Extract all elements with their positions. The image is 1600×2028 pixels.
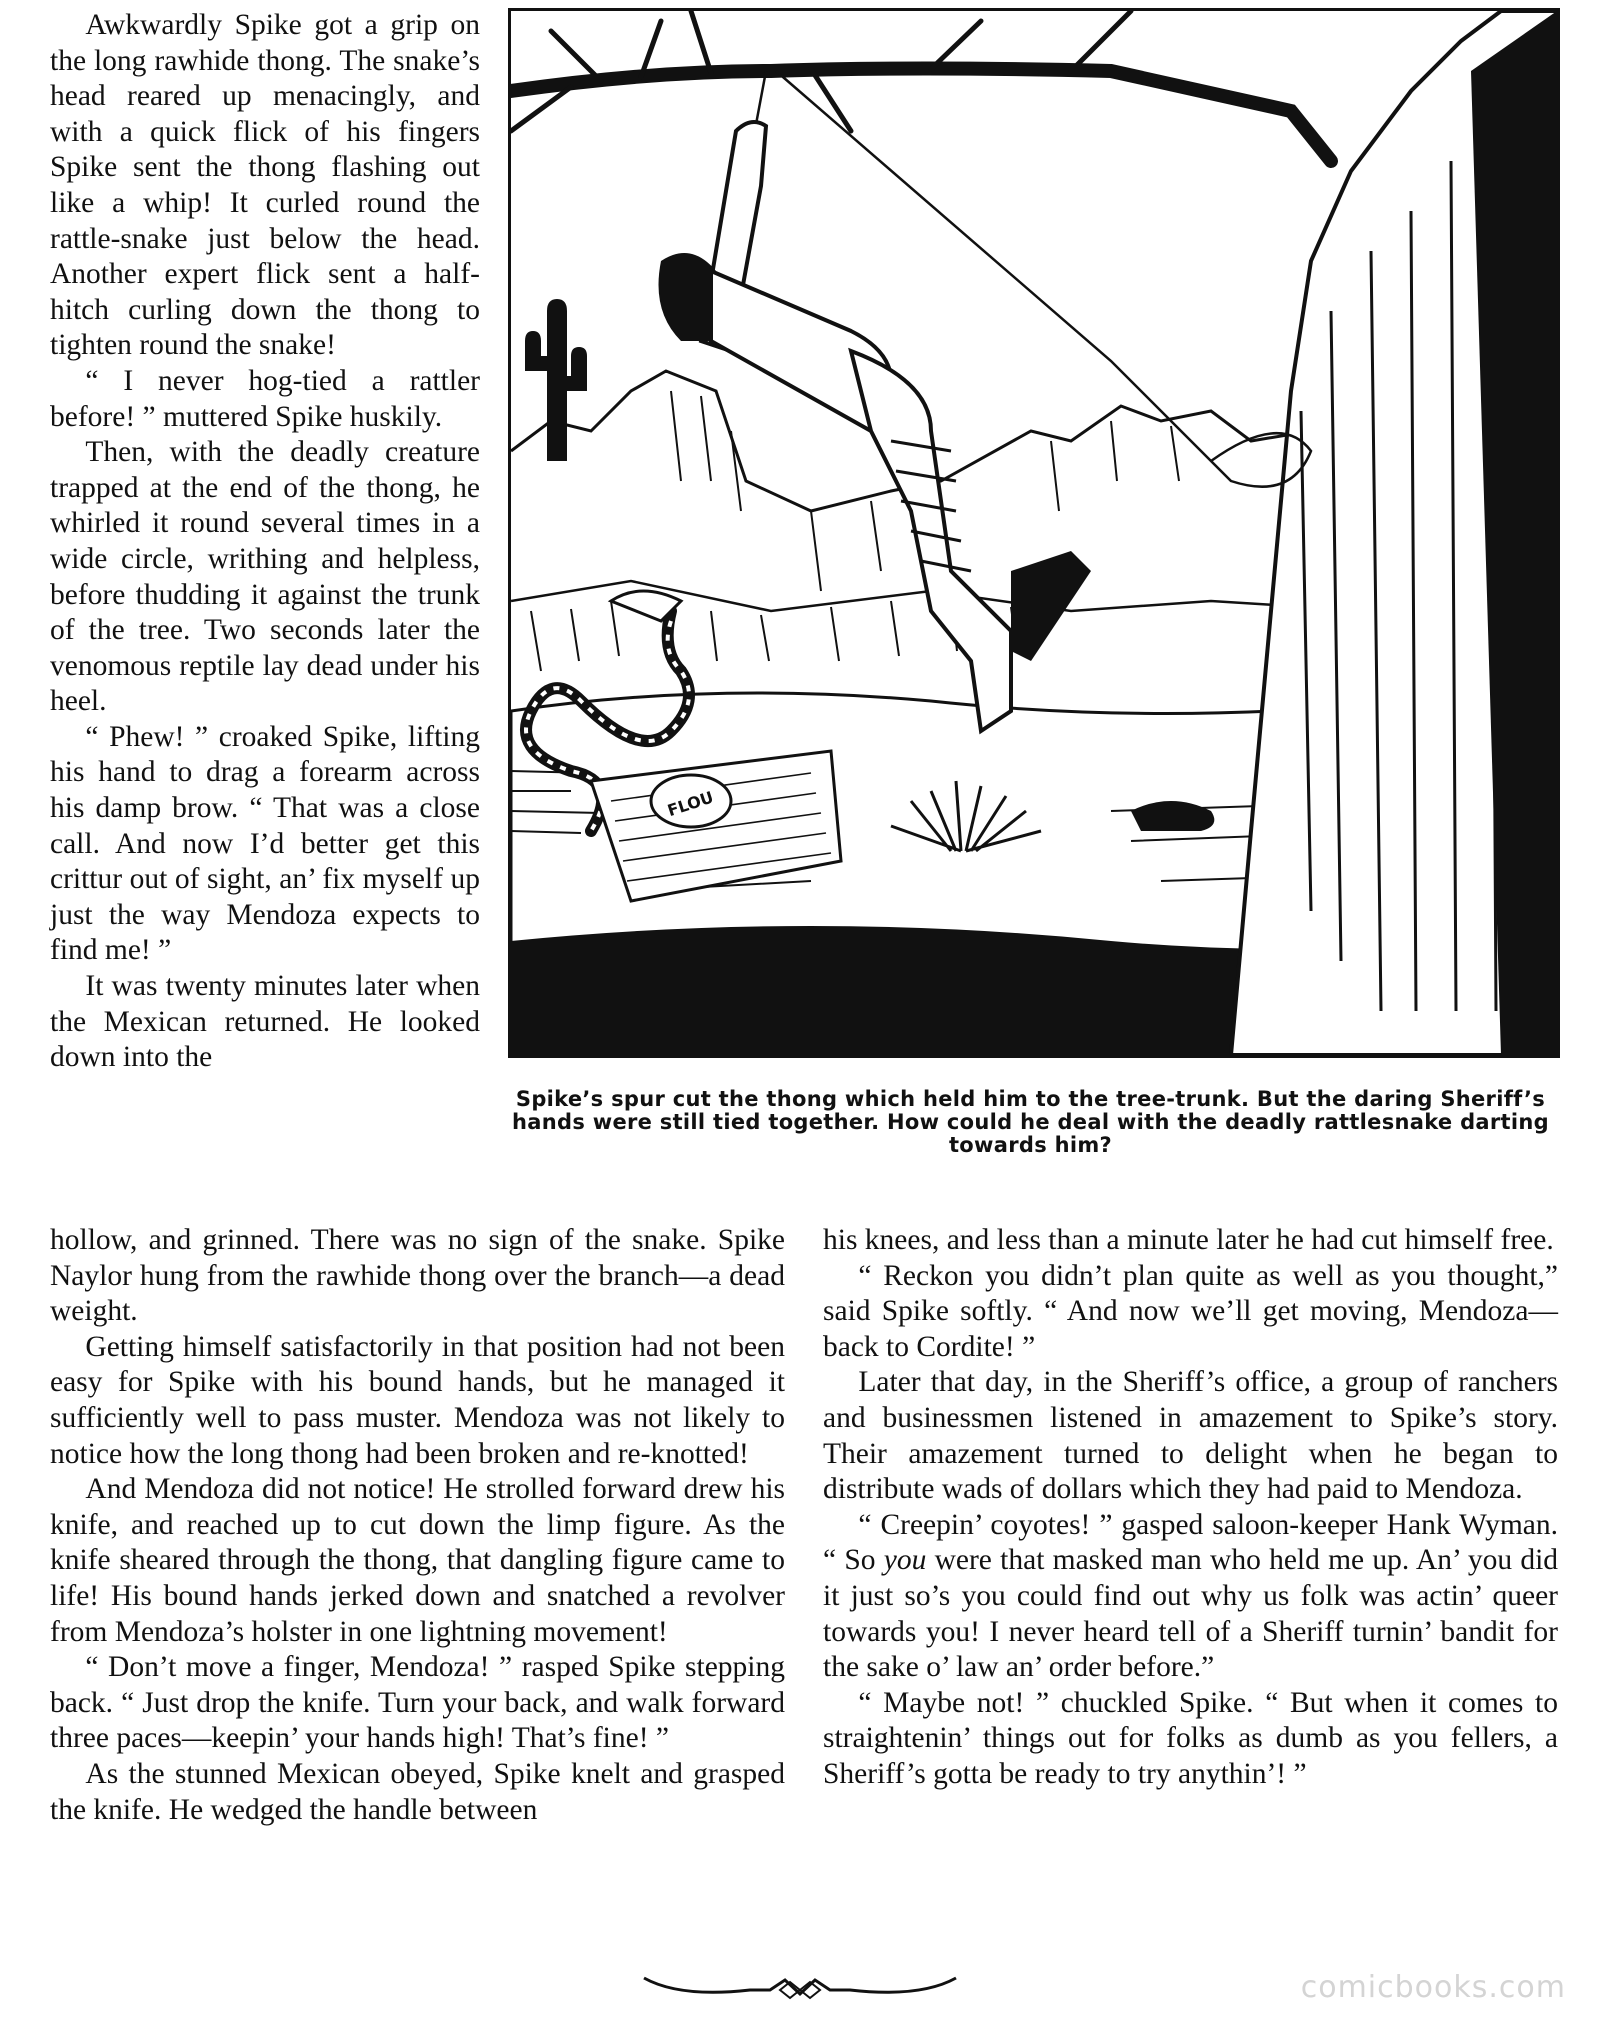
- paragraph: “ Phew! ” croaked Spike, lifting his hand to drag a forearm across his damp brow. “ That was a close call. And now I’d better get this crittur out of sight, an’ fix myself up just the way Mendoza expects to find me! ”: [50, 720, 480, 967]
- paragraph: “ Don’t move a finger, Mendoza! ” rasped Spike stepping back. “ Just drop the knife. Turn your back, and walk forward three paces—keepin’ your hands high! That’s fine! ”: [50, 1651, 785, 1755]
- paragraph: It was twenty minutes later when the Mexican returned. He looked down into the: [50, 970, 480, 1074]
- paragraph: hollow, and grinned. There was no sign of the snake. Spike Naylor hung from the rawhide thong over the branch—a dead weight.: [50, 1224, 785, 1328]
- tree-branch: [511, 69, 1331, 162]
- figure-legs: [851, 351, 1011, 731]
- story-column-bottom-left: [50, 1223, 785, 1828]
- paragraph: “ I never hog-tied a rattler before! ” muttered Spike huskily.: [50, 364, 480, 433]
- figure-boot: [1011, 551, 1091, 661]
- story-column-bottom-right: [823, 1223, 1558, 1793]
- story-column-top-left: [50, 8, 480, 1076]
- cactus: [525, 299, 587, 461]
- illustration-caption: Spike’s spur cut the thong which held him to the tree-trunk. But the daring Sheriff’s hands were still tied together. How could he deal with the deadly rattlesnake darting towards him?: [512, 1087, 1549, 1157]
- emphasis-text: you: [883, 1544, 927, 1577]
- paragraph: Later that day, in the Sheriff’s office, a group of ranchers and businessmen listened in amazement to Spike’s story. Their amazement turned to delight when he began to distribute wads of dollars which they had paid to Mendoza.: [823, 1366, 1558, 1506]
- paragraph: Getting himself satisfactorily in that position had not been easy for Spike with his bound hands, but he managed it sufficiently well to pass muster. Mendoza was not likely to notice how the long thong had been broken and re-knotted!: [50, 1330, 785, 1470]
- paragraph: [823, 1508, 1558, 1686]
- paragraph: And Mendoza did not notice! He strolled forward drew his knife, and reached up to cut down the limp figure. As the knife sheared through the thong, that dangling figure came to life! His bound hands jerked down and snatched a revolver from Mendoza’s holster in one lightning movement!: [50, 1473, 785, 1648]
- paragraph: “ Maybe not! ” chuckled Spike. “ But when it comes to straightenin’ things out for folks as dumb as you fellers, a Sheriff’s gotta be ready to try anythin’! ”: [823, 1686, 1558, 1790]
- flour-sack-label: FLOU: [665, 787, 716, 821]
- paragraph-text: were that masked man who held me up. An’ you did it just so’s you could find out why us folk was actin’ queer towards you! I never heard tell of a Sheriff turnin’ bandit for the sake o’ law an’ order before.”: [823, 1544, 1559, 1684]
- paragraph: “ Reckon you didn’t plan quite as well as you thought,” said Spike softly. “ And now we’ll get moving, Mendoza—back to Cordite! ”: [823, 1259, 1558, 1363]
- story-illustration: [508, 8, 1560, 1058]
- paragraph-text: “ Creepin’ coyotes! ” gasped saloon-keeper Hank Wyman. “ So: [823, 1508, 1558, 1577]
- paragraph: Then, with the deadly creature trapped at the end of the thong, he whirled it round several times in a wide circle, writhing and helpless, before thudding it against the trunk of the tree. Two seconds later the venomous reptile lay dead under his heel.: [50, 436, 480, 718]
- paragraph: As the stunned Mexican obeyed, Spike knelt and grasped the knife. He wedged the handle between: [50, 1757, 785, 1826]
- mesa-outline: [511, 371, 1411, 511]
- end-ornament: [640, 1968, 960, 2008]
- site-watermark: comicbooks.com: [1300, 1970, 1566, 2005]
- paragraph: Awkwardly Spike got a grip on the long rawhide thong. The snake’s head reared up menacingly, and with a quick flick of his fingers Spike sent the thong flashing out like a whip! It curled round the rattle-snake just below the head. Another expert flick sent a half-hitch curling down the thong to tighten round the snake!: [50, 9, 480, 362]
- illustration-drawing: [511, 11, 1557, 1055]
- paragraph: his knees, and less than a minute later he had cut himself free.: [823, 1224, 1554, 1256]
